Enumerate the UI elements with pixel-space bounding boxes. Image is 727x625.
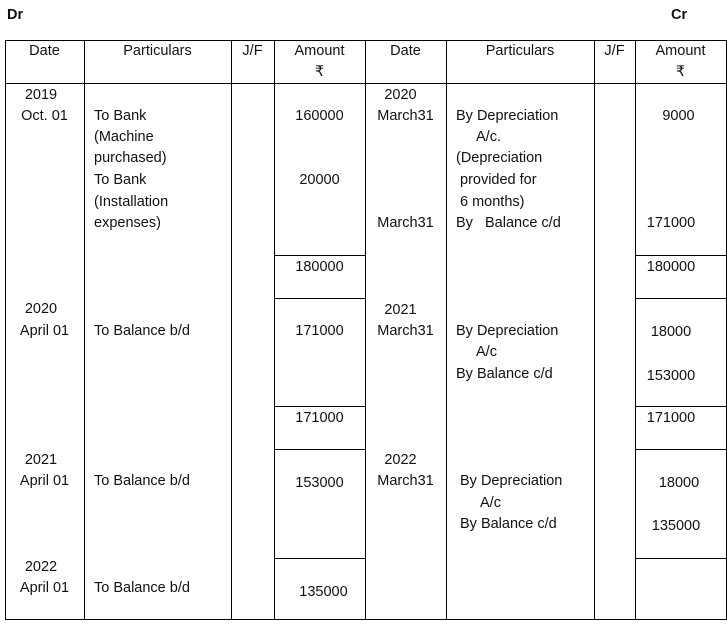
credit-amount: 135000	[651, 518, 701, 534]
header-jf-debit: J/F	[242, 43, 263, 59]
debit-amount: 153000	[295, 475, 344, 491]
debit-particular-line: (Installation	[94, 194, 169, 210]
debit-particular-line: purchased)	[94, 150, 167, 166]
debit-date-year: 2021	[24, 452, 58, 468]
header-amount-debit: Amount	[294, 43, 345, 59]
debit-date-day: April 01	[19, 473, 70, 489]
debit-particular-line: To Bank	[94, 108, 147, 124]
credit-side-label: Cr	[671, 7, 688, 23]
debit-amount: 20000	[299, 172, 340, 188]
credit-amount: 18000	[650, 324, 692, 340]
credit-date-year: 2021	[384, 302, 417, 318]
credit-total: 171000	[646, 410, 696, 426]
credit-particular-line: A/c	[480, 495, 501, 511]
debit-date-day: Oct. 01	[21, 108, 68, 124]
credit-date-year: 2022	[384, 452, 417, 468]
debit-particular-line: To Bank	[94, 172, 147, 188]
debit-amount: 171000	[295, 323, 344, 339]
header-particulars-debit: Particulars	[123, 43, 192, 59]
credit-particular-line: (Depreciation	[456, 150, 543, 166]
header-currency-credit: ₹	[675, 64, 686, 80]
credit-total: 180000	[646, 259, 696, 275]
header-date-debit: Date	[29, 43, 60, 59]
credit-date-day: March31	[377, 108, 434, 124]
debit-total: 180000	[295, 259, 344, 275]
debit-date-day: April 01	[19, 323, 70, 339]
credit-amount: 171000	[646, 215, 696, 231]
credit-particular-line: provided for	[460, 172, 537, 188]
header-date-credit: Date	[390, 43, 421, 59]
credit-particular-line: A/c	[476, 344, 497, 360]
credit-particular-line: By Depreciation	[456, 108, 559, 124]
debit-particular-line: (Machine	[94, 129, 154, 145]
debit-particular-line: To Balance b/d	[94, 580, 190, 596]
debit-date-year: 2019	[24, 87, 58, 103]
debit-side-label: Dr	[7, 7, 24, 23]
credit-particular-line: 6 months)	[460, 194, 525, 210]
debit-date-year: 2022	[24, 559, 58, 575]
credit-date-day: March31	[377, 215, 434, 231]
header-amount-credit: Amount	[655, 43, 706, 59]
header-particulars-credit: Particulars	[485, 43, 555, 59]
header-jf-credit: J/F	[604, 43, 625, 59]
debit-particular-line: expenses)	[94, 215, 161, 231]
debit-total: 171000	[295, 410, 344, 426]
debit-date-day: April 01	[19, 580, 70, 596]
debit-amount: 160000	[295, 108, 344, 124]
credit-date-day: March31	[377, 473, 434, 489]
debit-particular-line: To Balance b/d	[94, 323, 190, 339]
credit-amount: 153000	[646, 368, 696, 384]
credit-particular-line: By Balance c/d	[460, 516, 557, 532]
credit-particular-line: By Balance c/d	[456, 215, 561, 231]
credit-date-day: March31	[377, 323, 434, 339]
debit-amount: 135000	[299, 584, 348, 600]
credit-particular-line: By Balance c/d	[456, 366, 553, 382]
credit-amount: 9000	[662, 108, 695, 124]
header-currency-debit: ₹	[314, 64, 325, 80]
credit-amount: 18000	[658, 475, 700, 491]
credit-particular-line: A/c.	[476, 129, 501, 145]
credit-particular-line: By Depreciation	[456, 323, 559, 339]
credit-date-year: 2020	[384, 87, 417, 103]
debit-particular-line: To Balance b/d	[94, 473, 190, 489]
debit-date-year: 2020	[24, 301, 58, 317]
credit-particular-line: By Depreciation	[460, 473, 563, 489]
